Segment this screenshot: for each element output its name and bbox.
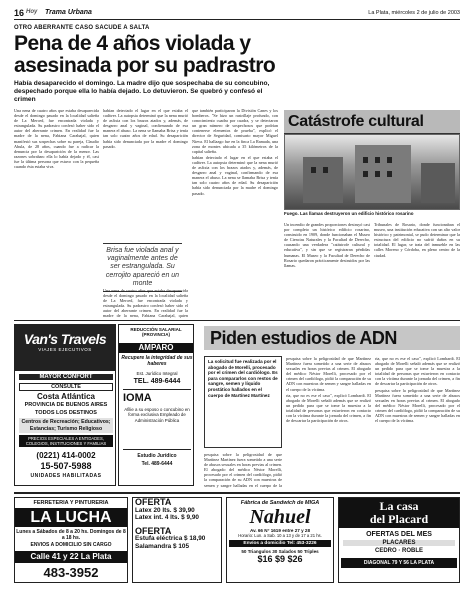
vans-line: TODOS LOS DESTINOS (35, 410, 97, 416)
page-header (14, 8, 460, 20)
main-column-2: habían detectado el lugar en el que estaba el cadáver. La autopsia determinó que la nena murió de asfixia con los brazos atados y, además, de desgarro anal y vaginal, confirmando de esa manera el abuso. La nena se llamaba Brisa y tenía tan solo cuatro años de edad. Su desaparición había sido denunciada por la madre el domingo pasado. (103, 108, 188, 149)
la-lucha-ad[interactable] (14, 497, 128, 583)
main-column-2b: Una nena de cuatro años que estaba desaparecida desde el domingo pasado en la localidad salteña de La Merced, fue encontrada violada y estrangulada. Su padrastro confesó haber sido el autor del aberrante crimen. En realidad fue la madre de la nena, Fabiana Carabajal, quien (103, 288, 188, 318)
oferta-title: OFERTA (135, 497, 172, 507)
ioma-text: Afilie a su esposo o concubino en forma exclusiva Empleado de Administración Pública (124, 407, 190, 423)
nahuel-items: 50 Triangulos 30 Salados 50 Triples (241, 549, 319, 554)
amparo-ad[interactable] (118, 324, 194, 486)
placard-line: OFERTAS DEL MES (366, 531, 432, 538)
vans-line: Costa Atlántica (37, 392, 95, 401)
ads-divider (14, 492, 460, 494)
placard-title: La casa (379, 499, 419, 513)
oferta-title: OFERTA (135, 525, 172, 536)
amparo-footer: Estudio Jurídico (137, 453, 177, 459)
vans-tagline: VIAJES EJECUTIVOS (38, 347, 92, 352)
section-divider (14, 320, 460, 321)
main-lead: Había desaparecido el domingo. La madre dijo que sospechaba de su concubino, despechado porque ella lo había dejado. Lo detuvieron. Se quebró y confesó el crimen (14, 80, 270, 103)
nahuel-ad[interactable] (226, 497, 334, 583)
placard-address: DIAGONAL 79 Y 56 LA PLATA (341, 558, 457, 568)
lucha-phone: 483-3952 (43, 565, 99, 580)
amparo-subtitle: Recupere la integridad de sus haberes (121, 355, 193, 367)
lucha-line: FERRETERIA Y PINTURERIA (33, 500, 109, 506)
second-column-1: pesquisa sobre la peligrosidad de que Martínez Martínez fuera sometido a una serie de abusos sexuales en horas previas al crimen. El abogado del médico Néstor Morelli, procesado por el crimen del cardiólogo, pidió la comparación de su ADN con muestras de semen y sangre halladas en el cuerpo de la víctima. ria, que no es ese el caso", explicó Lombardi. El abogado de Morelli señaló además que se realizó un pedido para que se tome la muestra a la totalidad de personas que estuvieron en contacto con la víctima durante la jornada del crimen, a fin de descartar la participación de otros. (286, 356, 371, 424)
vans-phone: (0221) 414-0002 (36, 451, 96, 460)
second-column-0: pesquisa sobre la peligrosidad de que Martínez Martínez fuera sometido a una serie de abusos sexuales en horas previas al crimen. El abogado del médico Néstor Morelli, procesado por el crimen del cardiólogo, pidió la comparación de su ADN con muestras de semen y sangre halladas en el cuerpo de la (204, 452, 282, 488)
pull-quote: Brisa fue violada anal y vaginalmente antes de ser estrangulada. Su cerrojito apareció en un monte (103, 243, 182, 292)
lucha-title: LA LUCHA (15, 508, 127, 527)
vans-phone: 15-507-5988 (40, 461, 92, 471)
oferta-item: Salamandra $ 105 (135, 542, 189, 550)
side-column-2: Tribunales de Rosario, donde funcionaban el museo, una institución educativa con un alto valor histórico y patrimonial, se pudo determinar que la estructura del edificio no sufrió daños en su totalidad. El lugar, se trata del inmueble en las calles Moreno y Córdoba, en pleno centro de la ciudad. (374, 222, 460, 258)
second-column-2: ria, que no es ese el caso", explicó Lombardi. El abogado de Morelli señaló además que se realizó un pedido para que se tome la muestra a la totalidad de personas que estuvieron en contacto con la víctima durante la jornada del crimen, a fin de descartar la participación de otros. pesquisa sobre la peligrosidad de que Martínez Martínez fuera sometido a una serie de abusos sexuales en horas previas al crimen. El abogado del médico Néstor Morelli, procesado por el crimen del cardiólogo, pidió la comparación de su ADN con muestras de semen y sangre halladas en el cuerpo de la víctima. (375, 356, 460, 424)
issue-date: La Plata, miércoles 2 de julio de 2003 (368, 10, 460, 16)
vans-footer: UNIDADES HABILITADAS (30, 473, 102, 479)
placard-line: CEDRO · ROBLE (375, 548, 423, 554)
nahuel-delivery: Envíos a domicilio Tel: 453-3226 (229, 540, 331, 547)
vans-line: Centros de Recreación; Educativos; Estancias; Turismo Religioso (19, 418, 113, 433)
amparo-title: AMPARO (119, 343, 193, 353)
placard-title: del Placard (369, 512, 429, 526)
oferta-ad[interactable] (132, 497, 222, 583)
section-name: Trama Urbana (45, 9, 92, 16)
brand-logo: Hoy (26, 9, 38, 15)
placard-ad[interactable] (338, 497, 460, 583)
amparo-top: REDUCCIÓN SALARIAL (PROVINCIA) (130, 327, 182, 337)
lucha-address: Calle 41 y 22 La Plata (15, 551, 127, 563)
vans-travels-ad[interactable] (14, 324, 116, 486)
vans-line: PRECIOS ESPECIALES A ENTIDADES, COLEGIOS, INSTITUCIONES Y FAMILIAS (19, 435, 113, 447)
vans-logo: Van's Travels (23, 331, 107, 347)
side-story-title: Catástrofe cultural (284, 110, 460, 134)
nahuel-top: Fábrica de Sandwich de MIGA (240, 500, 320, 506)
nahuel-title: Nahuel (249, 506, 311, 528)
second-story-title: Piden estudios de ADN (204, 326, 460, 350)
oferta-item: Latex int. 4 lts. $ 9,90 (135, 514, 199, 522)
placard-line: PLACARES (343, 540, 455, 546)
side-column-1: Un incendio de grandes proporciones destruyó casi por completo un histórico edificio rosarino, construido en 1909, donde funcionaban el Museo de Ciencias Naturales y la Facultad de Derecho, causando una verdadera "catástrofe cultural y educativa", y sin que se registraran pérdidas humanas. El Museo y la Facultad de Derecho de Rosario quedaron prácticamente destruidos por las llamas. (284, 222, 370, 268)
lucha-delivery: ENVIOS A DOMICILIO SIN CARGO (30, 542, 112, 548)
amparo-contact: Est. Jurídico Integral (136, 371, 178, 376)
vans-line: CONSULTE (19, 383, 113, 391)
nahuel-hours: Horario: Lun. a Sab. 10 a 13 y de 17 a 21 hs. (238, 533, 322, 538)
main-column-1: Una nena de cuatro años que estaba desaparecida desde el domingo pasado en la localidad salteña de La Merced, fue encontrada violada y estrangulada. Su padrastro confesó haber sido el autor del aberrante crimen. En realidad fue la madre de la nena, Fabiana Carabajal, quien manifestó sus sospechas sobre su pareja, Claudio Abula, de 28 años, cuando fue a radicar la denuncia por la desaparición de la menor. Las razones sobraban: ella lo había dejado y él, casi fue la última persona que estuvo con la pequeña cuando ésta estaba viva. (14, 108, 99, 170)
vans-line: PROVINCIA DE BUENOS AIRES (24, 402, 108, 408)
photo-caption: Fuego. Las llamas destruyeron un edificio histórico rosarino (284, 211, 414, 216)
nahuel-prices: $16 $9 $26 (257, 554, 303, 564)
oferta-item: Latex 20 lts. $ 39,90 (135, 506, 195, 514)
amparo-phone: TEL. 489-6444 (133, 378, 181, 385)
fire-photo (284, 134, 460, 210)
page-number: 16 (14, 8, 25, 18)
lucha-hours: Lunes a Sábados de 8 a 20 hs. Domingos de 8 a 18 hs. (16, 529, 126, 541)
second-story-summary: La solicitud fue realizada por el abogado de Morelli, procesado por el crimen del cardiólogo. Es para compararlos con restos de sangre, semen y líquido prostático hallados en el cuerpo de Martínez Martínez (204, 356, 282, 448)
amparo-footer-phone: Tel. 489-6444 (141, 461, 173, 467)
ioma-title: IOMA (123, 392, 152, 404)
main-column-3: que también participaron la División Canes y los bomberos. "Se hizo un rastrillaje profundo, con conocimiento cuadra por cuadra, y se detectaron un gran número de sospechosos que podrían contenerse elementos de prueba", explicó el director de Seguridad, comisario mayor Miguel Nieva. El hallazgo fue en la finca La Ramada, una zona de montes ubicada a 35 kilómetros de la capital salteña. habían detectado el lugar en el que estaba el cadáver. La autopsia determinó que la nena murió de asfixia con los brazos atados y, además, de desgarro anal y vaginal, confirmando de esa manera el abuso. La nena se llamaba Brisa y tenía tan solo cuatro años de edad. Su desaparición había sido denunciada por la madre el domingo pasado. (192, 108, 278, 196)
oferta-item: Estufa eléctrica $ 18,90 (135, 535, 206, 543)
main-kicker: OTRO ABERRANTE CASO SACUDE A SALTA (14, 25, 150, 31)
main-headline: Pena de 4 años violada y asesinada por su padrastro (14, 32, 276, 77)
nahuel-address: Av. 66 N° 1619 entre 27 y 28 (249, 528, 311, 533)
vans-line: MAYOR CONFORT (19, 374, 113, 380)
